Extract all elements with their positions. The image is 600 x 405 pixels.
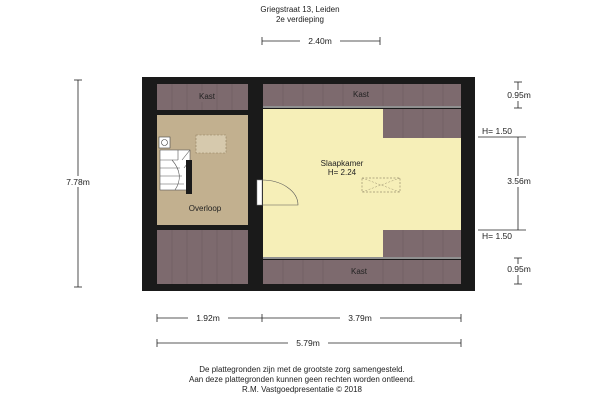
bottom-right-label: 3.79m bbox=[348, 313, 372, 323]
bottom-left-label: 1.92m bbox=[196, 313, 220, 323]
boiler-icon bbox=[159, 137, 170, 148]
staircase bbox=[160, 150, 190, 190]
bedroom-height-label: H= 2.24 bbox=[327, 168, 357, 177]
height-upper-label: H= 1.50 bbox=[482, 126, 513, 136]
top-dimension bbox=[262, 35, 380, 46]
top-width-label: 2.40m bbox=[308, 36, 332, 46]
storage-box bbox=[196, 135, 226, 153]
floor-subtitle: 2e verdieping bbox=[275, 15, 325, 24]
height-lower-label: H= 1.50 bbox=[482, 231, 513, 241]
bottom-total-label: 5.79m bbox=[296, 338, 320, 348]
footer-line-3: R.M. Vastgoedpresentatie © 2018 bbox=[241, 385, 363, 394]
right-upper-slope bbox=[383, 109, 461, 138]
left-closet-label: Kast bbox=[198, 92, 216, 101]
bedroom-label: Slaapkamer bbox=[320, 159, 364, 168]
left-bottom-slope bbox=[157, 230, 248, 284]
address-title: Griegstraat 13, Leiden bbox=[260, 5, 340, 14]
right-bottom-label: 0.95m bbox=[507, 264, 531, 274]
total-height-label: 7.78m bbox=[66, 177, 90, 187]
left-dimension bbox=[62, 80, 94, 287]
bottom-dimensions bbox=[157, 312, 461, 348]
right-middle-label: 3.56m bbox=[507, 176, 531, 186]
right-top-label: 0.95m bbox=[507, 90, 531, 100]
right-dimensions bbox=[478, 82, 540, 284]
right-lower-slope bbox=[383, 230, 461, 257]
footer-line-2: Aan deze plattegronden kunnen geen rechten worden ontleend. bbox=[189, 375, 415, 384]
landing-label: Overloop bbox=[188, 204, 222, 213]
top-closet-label: Kast bbox=[352, 90, 370, 99]
stair-wall bbox=[186, 160, 192, 194]
bottom-closet-label: Kast bbox=[350, 267, 368, 276]
footer-line-1: De plattegronden zijn met de grootste zorg samengesteld. bbox=[199, 365, 405, 374]
